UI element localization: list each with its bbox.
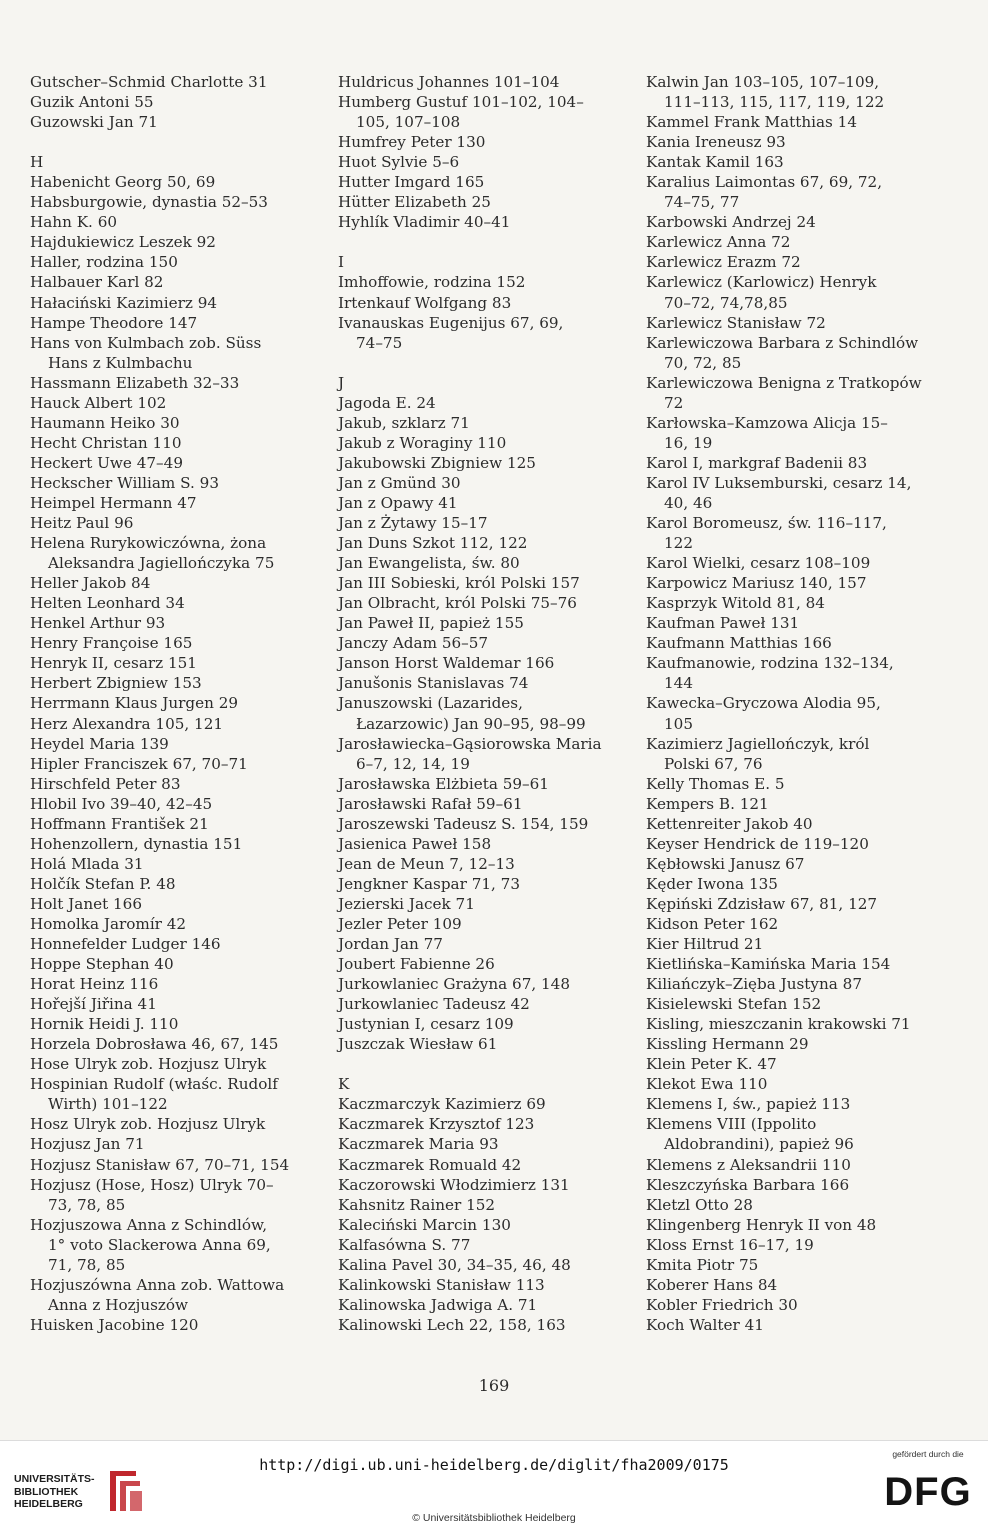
index-column-1 [30,72,322,1335]
index-entry: Karol Boromeusz, św. 116–117, [646,514,887,533]
index-entry: Hozjusz Jan 71 [30,1135,145,1154]
index-entry: Gutscher–Schmid Charlotte 31 [30,73,268,91]
index-entry: Hozjuszówna Anna zob. Wattowa [30,1275,285,1294]
index-entry-continuation: 40, 46 [664,493,713,512]
index-entry: Hahn K. 60 [30,213,118,232]
index-entry: Jan z Opawy 41 [338,493,458,512]
index-entry-continuation: 74–75, 77 [664,193,740,212]
index-entry: Jaroszewski Tadeusz S. 154, 159 [338,814,589,833]
index-entry: Heitz Paul 96 [30,514,134,533]
index-entry: Kawecka–Gryczowa Alodia 95, [646,694,881,713]
index-entry: Klingenberg Henryk II von 48 [646,1215,877,1234]
index-entry: Guzik Antoni 55 [30,93,154,112]
index-entry: Hořejší Jiřina 41 [30,995,157,1014]
index-entry: Keyser Hendrick de 119–120 [646,834,869,853]
index-entry: Kempers B. 121 [646,794,769,813]
library-name-line: UNIVERSITÄTS- [14,1473,95,1485]
index-entry: Kaczorowski Włodzimierz 131 [338,1175,570,1194]
index-entry: Janson Horst Waldemar 166 [338,654,555,673]
index-entry: Hirschfeld Peter 83 [30,774,181,793]
index-entry: Karlewicz Erazm 72 [646,253,801,272]
index-entry: Karalius Laimontas 67, 69, 72, [646,173,883,192]
index-entry: Hampe Theodore 147 [30,313,198,332]
index-entry: Guzowski Jan 71 [30,113,158,132]
index-entry: Kammel Frank Matthias 14 [646,113,857,132]
index-entry: Jakubowski Zbigniew 125 [338,453,536,472]
index-entry: Kaczmarek Maria 93 [338,1135,499,1154]
index-entry: Kahsnitz Rainer 152 [338,1195,496,1214]
index-entry: Herz Alexandra 105, 121 [30,714,224,733]
index-entry: Jan III Sobieski, król Polski 157 [338,574,580,593]
index-entry: Habenicht Georg 50, 69 [30,173,216,192]
index-entry: Hose Ulryk zob. Hozjusz Ulryk [30,1055,267,1074]
index-entry: Koberer Hans 84 [646,1275,778,1294]
index-entry: Heckscher William S. 93 [30,473,219,492]
index-entry: Jan Duns Szkot 112, 122 [338,534,528,553]
index-entry: Kleszczyńska Barbara 166 [646,1175,850,1194]
index-entry-continuation: Łazarzowic) Jan 90–95, 98–99 [356,714,586,733]
index-entry: Kaufmanowie, rodzina 132–134, [646,654,894,673]
index-entry-continuation: 70–72, 74,78,85 [664,293,788,312]
index-entry: Kaczmarek Krzysztof 123 [338,1115,535,1134]
index-entry: Horat Heinz 116 [30,975,159,994]
index-spacer [338,1054,630,1074]
index-entry: Karlewicz (Karlowicz) Henryk [646,273,877,292]
index-entry: Heimpel Hermann 47 [30,493,197,512]
index-entry: Hlobil Ivo 39–40, 42–45 [30,794,213,813]
index-entry: Karlewiczowa Barbara z Schindlów [646,333,919,352]
index-entry: Holt Janet 166 [30,894,143,913]
index-entry: Kaczmarek Romuald 42 [338,1155,522,1174]
index-entry: Hecht Christan 110 [30,433,182,452]
index-entry: Jan z Żytawy 15–17 [338,514,488,533]
index-entry: Hornik Heidi J. 110 [30,1015,179,1034]
index-entry: Hałaciński Kazimierz 94 [30,293,218,312]
index-entry: Jan Paweł II, papież 155 [338,614,524,633]
index-entry: Jan Olbracht, król Polski 75–76 [338,594,577,613]
index-entry: Hauck Albert 102 [30,393,167,412]
index-entry: Jasienica Paweł 158 [338,834,492,853]
index-entry-continuation: 70, 72, 85 [664,353,742,372]
index-entry: Kloss Ernst 16–17, 19 [646,1235,814,1254]
index-entry: Ivanauskas Eugenijus 67, 69, [338,313,564,332]
index-entry: Karbowski Andrzej 24 [646,213,816,232]
index-entry: Hosz Ulryk zob. Hozjusz Ulryk [30,1115,266,1134]
index-entry: Kisielewski Stefan 152 [646,995,822,1014]
index-entry: Hans von Kulmbach zob. Süss [30,333,262,352]
index-entry: Janušonis Stanislavas 74 [338,674,529,693]
index-entry: Joubert Fabienne 26 [338,955,495,974]
index-entry: Hozjusz (Hose, Hosz) Ulryk 70– [30,1175,274,1194]
index-entry: Jakub z Woraginy 110 [338,433,507,452]
index-entry: Kissling Hermann 29 [646,1035,809,1054]
index-entry: Jurkowlaniec Tadeusz 42 [338,995,530,1014]
index-entry: Karol Wielki, cesarz 108–109 [646,554,871,573]
index-entry: Henry Françoise 165 [30,634,193,653]
index-entry-continuation: 6–7, 12, 14, 19 [356,754,470,773]
index-entry: Haller, rodzina 150 [30,253,178,272]
dfg-logo[interactable]: DFG [884,1470,972,1514]
index-entry: Henkel Arthur 93 [30,614,166,633]
index-entry: Jagoda E. 24 [338,393,436,412]
index-entry: Kaleciński Marcin 130 [338,1215,511,1234]
index-entry: Karlewicz Anna 72 [646,233,791,252]
index-entry: Honnefelder Ludger 146 [30,935,221,954]
index-letter-heading: J [338,373,345,392]
index-entry: Kasprzyk Witold 81, 84 [646,594,825,613]
index-entry: Jengkner Kaspar 71, 73 [338,874,521,893]
index-entry: Irtenkauf Wolfgang 83 [338,293,512,312]
index-entry-continuation: 1° voto Slackerowa Anna 69, [48,1235,271,1254]
index-entry: Jarosławiecka–Gąsiorowska Maria [338,734,602,753]
index-entry: Jordan Jan 77 [338,935,443,954]
index-entry: Kelly Thomas E. 5 [646,774,785,793]
index-entry-continuation: 105 [664,714,693,733]
copyright-notice: © Universitätsbibliothek Heidelberg [412,1512,576,1524]
index-entry: Kazimierz Jagiellończyk, król [646,734,870,753]
index-entry: Karol I, markgraf Badenii 83 [646,453,868,472]
index-entry: Kania Ireneusz 93 [646,133,786,152]
index-entry: Kalfasówna S. 77 [338,1235,471,1254]
index-entry: Kalina Pavel 30, 34–35, 46, 48 [338,1255,571,1274]
index-column-3 [646,72,966,1335]
index-entry: Kalinkowski Stanisław 113 [338,1275,545,1294]
index-entry: Holá Mlada 31 [30,854,144,873]
index-entry: Kletzl Otto 28 [646,1195,753,1214]
index-entry: Hutter Imgard 165 [338,173,485,192]
index-entry: Karlewicz Stanisław 72 [646,313,826,332]
library-emblem-icon [102,1467,144,1515]
index-entry: Huisken Jacobine 120 [30,1315,199,1334]
index-entry: Kisling, mieszczanin krakowski 71 [646,1015,911,1034]
index-entry-continuation: 74–75 [356,333,403,352]
library-name [14,1473,95,1511]
library-name-line: BIBLIOTHEK [14,1485,79,1498]
index-entry: Heller Jakob 84 [30,574,151,593]
index-entry: Hoffmann František 21 [30,814,209,833]
index-entry: Helena Rurykowiczówna, żona [30,534,267,553]
index-entry: Hozjuszowa Anna z Schindlów, [30,1215,268,1234]
index-entry: Justynian I, cesarz 109 [338,1015,514,1034]
index-entry: Holčík Stefan P. 48 [30,874,176,893]
index-entry: Kier Hiltrud 21 [646,935,764,954]
index-entry-continuation: Anna z Hozjuszów [48,1295,189,1314]
index-entry: Halbauer Karl 82 [30,273,164,292]
index-entry: Herbert Zbigniew 153 [30,674,202,693]
index-entry: Koch Walter 41 [646,1315,764,1334]
index-column-2 [338,72,630,1335]
index-entry: Kiliańczyk–Zięba Justyna 87 [646,975,862,994]
index-entry: Juszczak Wiesław 61 [338,1035,498,1054]
index-entry: Kalinowski Lech 22, 158, 163 [338,1315,566,1334]
index-entry-continuation: 72 [664,393,684,412]
index-entry: Hajdukiewicz Leszek 92 [30,233,216,252]
index-entry: Jarosławska Elżbieta 59–61 [338,774,549,793]
index-entry: Karpowicz Mariusz 140, 157 [646,574,867,593]
index-letter-heading: H [30,153,44,172]
index-entry-continuation: 71, 78, 85 [48,1255,126,1274]
index-entry: Jezler Peter 109 [338,914,462,933]
index-entry: Hohenzollern, dynastia 151 [30,834,243,853]
index-entry: Henryk II, cesarz 151 [30,654,197,673]
index-entry: Kalinowska Jadwiga A. 71 [338,1295,538,1314]
index-entry-continuation: Aldobrandini), papież 96 [664,1135,854,1154]
index-entry: Habsburgowie, dynastia 52–53 [30,193,268,212]
index-entry: Humberg Gustuf 101–102, 104– [338,93,584,112]
index-entry: Helten Leonhard 34 [30,594,185,613]
index-entry: Janczy Adam 56–57 [338,634,489,653]
index-entry: Klein Peter K. 47 [646,1055,777,1074]
index-entry: Heydel Maria 139 [30,734,169,753]
index-entry: Kępiński Zdzisław 67, 81, 127 [646,894,878,913]
index-entry: Kęder Iwona 135 [646,874,778,893]
index-entry: Klemens z Aleksandrii 110 [646,1155,851,1174]
index-entry: Klekot Ewa 110 [646,1075,768,1094]
index-entry: Kalwin Jan 103–105, 107–109, [646,73,880,91]
index-spacer [338,232,630,252]
index-entry: Homolka Jaromír 42 [30,914,187,933]
index-entry: Kębłowski Janusz 67 [646,854,805,873]
index-entry-continuation: Aleksandra Jagiellończyka 75 [48,554,275,573]
index-entry: Hyhlík Vladimir 40–41 [338,213,511,232]
index-letter-heading: K [338,1075,350,1094]
index-entry: Hütter Elizabeth 25 [338,193,491,212]
index-entry: Herrmann Klaus Jurgen 29 [30,694,239,713]
index-entry: Jarosławski Rafał 59–61 [338,794,523,813]
index-entry: Huldricus Johannes 101–104 [338,73,560,91]
index-entry: Januszowski (Lazarides, [338,694,523,713]
index-entry: Heckert Uwe 47–49 [30,453,183,472]
index-entry: Hassmann Elizabeth 32–33 [30,373,240,392]
index-entry: Jurkowlaniec Grażyna 67, 148 [338,975,571,994]
index-entry-continuation: 16, 19 [664,433,713,452]
index-entry-continuation: 122 [664,534,693,553]
index-letter-heading: I [338,253,344,272]
index-spacer [30,132,322,152]
index-entry: Huot Sylvie 5–6 [338,153,460,172]
index-entry: Klemens I, św., papież 113 [646,1095,851,1114]
index-entry: Imhoffowie, rodzina 152 [338,273,526,292]
index-entry: Haumann Heiko 30 [30,413,180,432]
index-entry-continuation: 73, 78, 85 [48,1195,126,1214]
index-entry: Karlewiczowa Benigna z Tratkopów [646,373,922,392]
funding-note: gefördert durch die [892,1449,964,1459]
index-entry: Kobler Friedrich 30 [646,1295,798,1314]
index-entry-continuation: 105, 107–108 [356,113,461,132]
index-entry: Karłowska–Kamzowa Alicja 15– [646,413,888,432]
index-entry: Kmita Piotr 75 [646,1255,759,1274]
index-entry: Hozjusz Stanisław 67, 70–71, 154 [30,1155,290,1174]
index-entry: Kantak Kamil 163 [646,153,784,172]
index-entry: Jean de Meun 7, 12–13 [338,854,515,873]
index-entry-continuation: 111–113, 115, 117, 119, 122 [664,93,885,112]
library-name-line: HEIDELBERG [14,1498,83,1510]
index-entry-continuation: Hans z Kulmbachu [48,353,193,372]
permalink-url[interactable]: http://digi.ub.uni-heidelberg.de/diglit/fha2009/0175 [259,1456,729,1474]
index-spacer [338,353,630,373]
index-entry: Kietlińska–Kamińska Maria 154 [646,955,891,974]
index-entry: Kettenreiter Jakob 40 [646,814,813,833]
index-entry-continuation: Polski 67, 76 [664,754,763,773]
index-entry: Kaufman Paweł 131 [646,614,800,633]
index-entry: Klemens VIII (Ippolito [646,1115,817,1134]
index-entry: Kaczmarczyk Kazimierz 69 [338,1095,546,1114]
index-entry: Jakub, szklarz 71 [338,413,470,432]
index-entry: Kidson Peter 162 [646,914,779,933]
page-number: 169 [478,1376,510,1395]
index-entry: Kaufmann Matthias 166 [646,634,832,653]
index-entry-continuation: Wirth) 101–122 [48,1095,168,1114]
index-entry: Karol IV Luksemburski, cesarz 14, [646,473,912,492]
index-entry: Jan Ewangelista, św. 80 [338,554,520,573]
index-entry: Hospinian Rudolf (właśc. Rudolf [30,1075,278,1094]
index-entry: Horzela Dobrosława 46, 67, 145 [30,1035,279,1054]
index-entry: Hipler Franciszek 67, 70–71 [30,754,248,773]
index-entry: Jezierski Jacek 71 [338,894,475,913]
index-entry-continuation: 144 [664,674,693,693]
index-entry: Hoppe Stephan 40 [30,955,174,974]
index-entry: Humfrey Peter 130 [338,133,486,152]
index-entry: Jan z Gmünd 30 [338,473,461,492]
